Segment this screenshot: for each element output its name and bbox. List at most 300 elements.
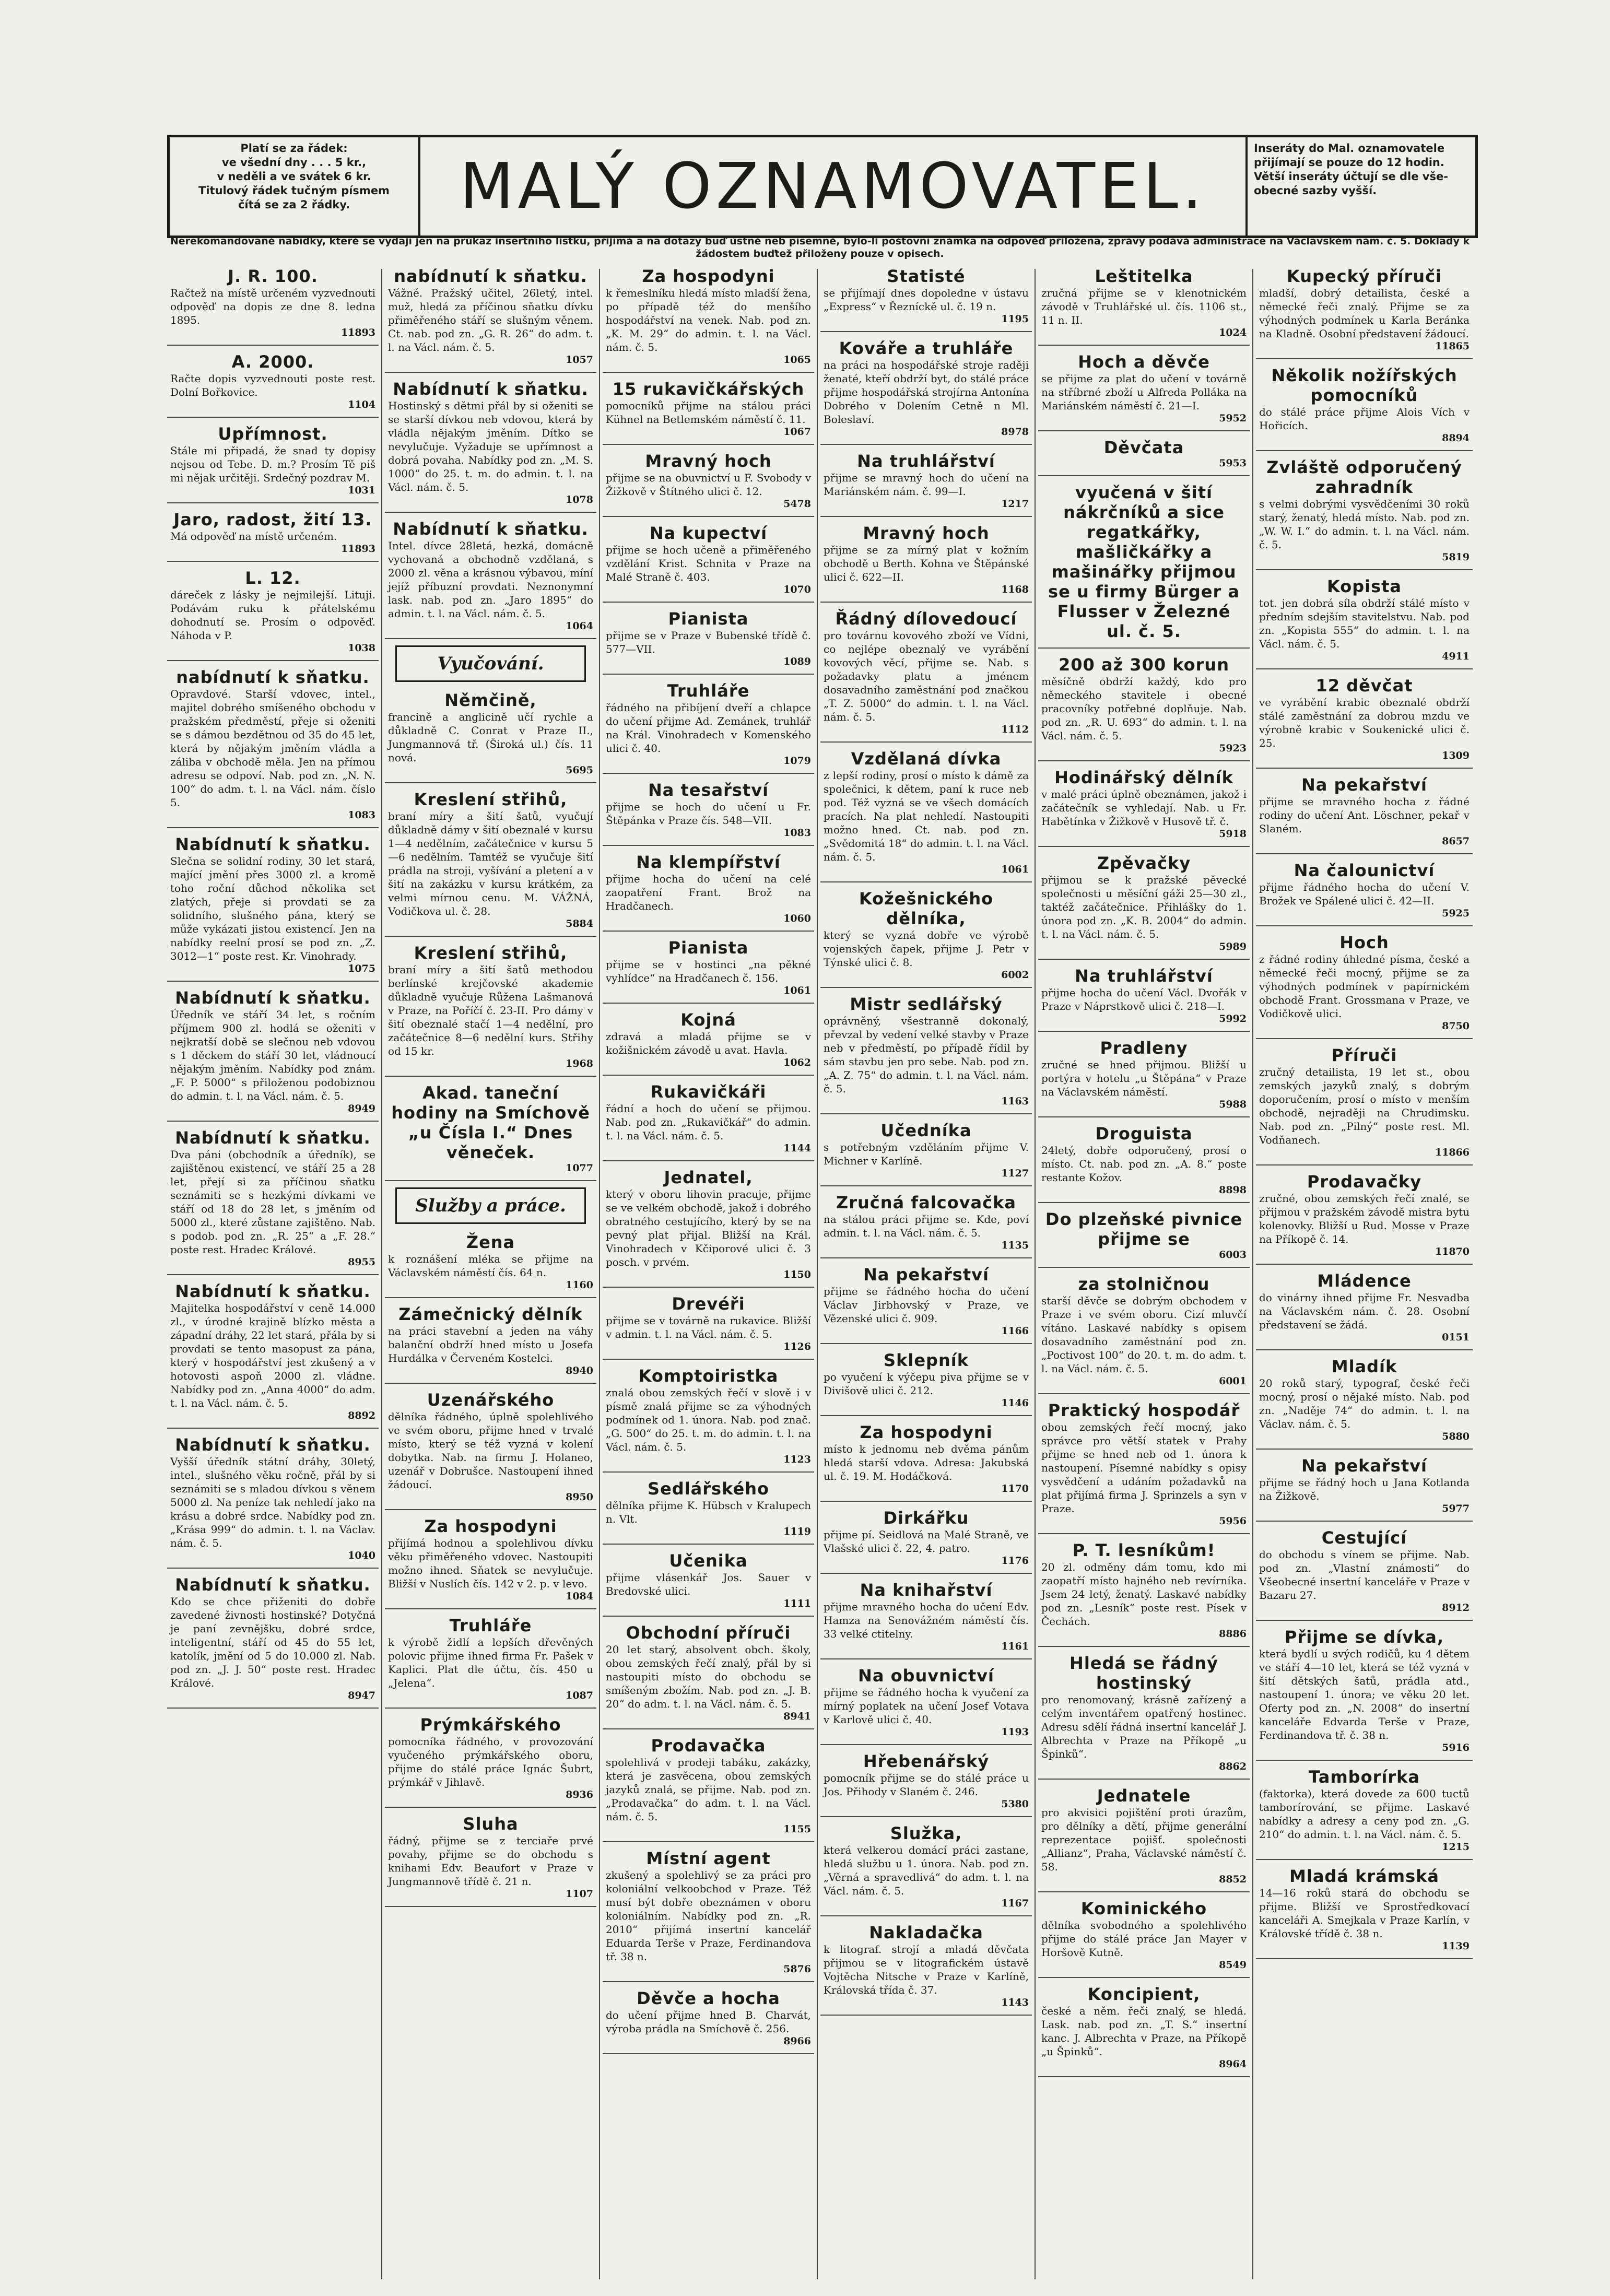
classified-ad <box>820 994 1032 1114</box>
classified-ad <box>1256 861 1473 926</box>
ad-heading: Příruči <box>1331 1045 1397 1065</box>
classified-ad <box>1256 1172 1473 1265</box>
ad-number: 1057 <box>566 354 593 366</box>
ad-text: na práci na hospodářské stroje raději ženaté, kteří obdrží byt, do stálé práce přijme hospodářská strojírna Antonína Dobrého v Dolením Cetně n Ml. Boleslaví. <box>824 359 1029 426</box>
ad-number: 8940 <box>566 1365 593 1376</box>
ad-text: braní míry a šití šatů methodou berlínské krejčovské akademie důkladně vyučuje Růžena Lašmanová v Praze, na Poříčí č. 23-II. Pro dámy v šití obeznalé stačí 1—4 nedělní, pro začátečnice 8—6 nedělní kurs. Střihy od 15 kr. <box>388 963 593 1057</box>
classified-ad <box>167 1281 379 1429</box>
ad-number: 1126 <box>783 1341 811 1352</box>
ad-text: přijme se v továrně na rukavice. Bližší v admin. t. l. na Václ. nám. č. 5. <box>606 1314 811 1340</box>
ad-text: Vážné. Pražský učitel, 26letý, intel. muž, hledá za příčinou sňatku dívku přiměřeného stáří se slušným věnem. Ct. nab. pod zn. „G. R. 26“ do adm. t. l. na Václ. nám. č. 5. <box>388 287 593 354</box>
ad-text: v malé práci úplně obeznámen, jakož i začátečník se vyhledají. Nab. u Fr. Habětínka v Žižkově v Husově tř. č. <box>1041 788 1247 828</box>
ad-number: 0151 <box>1442 1332 1470 1343</box>
classified-ad <box>820 1265 1032 1344</box>
ad-text: dáreček z lásky je nejmilejší. Lituji. Podávám ruku k přátelskému dohodnutí se. Prosím o odpověď. Náhoda v P. <box>170 588 375 642</box>
classified-ad <box>1256 1045 1473 1165</box>
ad-text: pomocník přijme se do stálé práce u Jos. Přihody v Slaném č. 246. <box>824 1772 1029 1798</box>
classified-ad <box>603 1551 814 1617</box>
classified-ad <box>820 451 1032 517</box>
ad-heading: Dirkářku <box>883 1508 969 1528</box>
classified-ad <box>385 266 596 373</box>
ad-heading: Nabídnutí k sňatku. <box>175 1435 371 1455</box>
ad-heading: Na pekařství <box>863 1265 989 1285</box>
ad-text: pomocníků přijme na stálou práci Kühnel na Betlemském náměstí č. 11. <box>606 399 811 426</box>
ad-text: 20 zl. odměny dám tomu, kdo mi zaopatří místo hajného neb revírníka. Jsem 24 letý, ženatý. Laskavé nabídky pod zn. „Lesník“ poste rest. Písek v Čechách. <box>1041 1561 1247 1628</box>
ad-heading: Zpěvačky <box>1097 853 1191 873</box>
ad-number: 1104 <box>348 399 375 410</box>
ad-number: 8936 <box>566 1789 593 1800</box>
ad-number: 1061 <box>1001 864 1029 875</box>
column-3 <box>603 266 814 2282</box>
ad-number: 5923 <box>1219 743 1247 754</box>
ad-heading: Na pekařství <box>1301 775 1427 795</box>
ad-text: mladší, dobrý detailista, české a německé řeči znalý. Přijme se za výhodných podmínek u Karla Beránka na Kladně. Osobní představení žádoucí. <box>1259 287 1470 340</box>
ad-text: pro akvisici pojištění proti úrazům, pro dělníky a dětí, přijme generální reprezentace pojišť. společnosti „Allianz“, Praha, Václavské náměstí č. 58. <box>1041 1806 1247 1873</box>
ad-text: spolehlivá v prodeji tabáku, zakázky, která je zasvěcena, obou zemských jazyků znalá, se přijme. Nab. pod zn. „Prodavačka“ do adm. t. l. na Václ. nám. č. 5. <box>606 1756 811 1823</box>
ad-text: přijme se v hostinci „na pěkné vyhlídce“ na Hradčanech č. 156. <box>606 958 811 984</box>
classified-ad <box>385 379 596 513</box>
ad-heading: Kreslení střihů, <box>414 790 568 809</box>
ad-number: 8892 <box>348 1410 375 1421</box>
ad-heading: Na čalounictví <box>1294 861 1435 880</box>
ad-heading: Kojná <box>680 1010 736 1030</box>
ad-text: přijme se mravný hoch do učení na Mariánském nám. č. 99—I. <box>824 472 1029 498</box>
ad-text: přijme se hoch učeně a přiměřeného vzdělání Krist. Schnita v Praze na Malé Straně č. 403. <box>606 544 811 583</box>
ad-text: z řádné rodiny úhledné písma, české a německé řeči mocný, přijme se za výhodných podmínek v papírnickém obchodě Frant. Grossmana v Praze, ve Vodičkově ulici. <box>1259 953 1470 1020</box>
classified-ad <box>603 609 814 675</box>
ad-number: 5380 <box>1001 1798 1029 1810</box>
ad-number: 5988 <box>1219 1099 1247 1110</box>
classified-ad <box>1256 457 1473 570</box>
ad-text: 14—16 roků stará do obchodu se přijme. Bližší ve Sprostředkovací kanceláři A. Smejkala v Praze Karlín, v Královské třídě č. 38 n. <box>1259 1887 1470 1940</box>
column-rule <box>817 269 818 2279</box>
ad-heading: Leštitelka <box>1095 266 1193 286</box>
ad-number: 1111 <box>783 1598 811 1609</box>
ad-text: francině a anglicině učí rychle a důkladně C. Conrat v Praze II., Jungmannová tř. (Široká ul.) čís. 11 nová. <box>388 711 593 764</box>
ad-heading: Mládence <box>1317 1271 1412 1291</box>
classified-ad <box>1256 1456 1473 1522</box>
ad-heading: Droguista <box>1095 1124 1193 1144</box>
ad-number: 8949 <box>348 1103 375 1114</box>
ad-text: který v oboru lihovin pracuje, přijme se ve velkém obchodě, jakož i dobrého obratného cestujícího, který by se na pevný plat přijal. Bližší na Král. Vinohradech v Kčiporové ulici č. 3 posch. v prvém. <box>606 1188 811 1268</box>
ad-text: na stálou práci přijme se. Kde, poví admin. t. l. na Václ. nám. č. 5. <box>824 1213 1029 1239</box>
classified-ad <box>167 266 379 346</box>
ad-heading: Kožešnického dělníka, <box>859 889 994 928</box>
ad-heading: Kominického <box>1080 1899 1207 1918</box>
ad-text: Má odpověď na místě určeném. <box>170 530 337 543</box>
ad-text: k výrobě židlí a lepších dřevěných polovic přijme ihned firma Fr. Pašek v Kaplici. Plat dle účtu, čís. 450 u „Jelena“. <box>388 1636 593 1689</box>
ad-text: Stále mi připadá, že snad ty dopisy nejsou od Tebe. D. m.? Prosím Tě piš mi nějak určitěji. Srdečný pozdrav M. <box>170 444 375 484</box>
ad-text: Opravdové. Starší vdovec, intel., majitel dobrého smíšeného obchodu v pražském předměstí, přeje si oženiti se s dámou bezdětnou od 35 do 45 let, která by nějakým jměním vládla a záliba v obchodě měla. Jen na přímou adresu se odpoví. Nab. pod zn. „N. N. 100“ do adm. t. l. na Václ. nám. číslo 5. <box>170 688 375 809</box>
ad-number: 5989 <box>1219 941 1247 952</box>
classified-ad <box>820 1121 1032 1186</box>
classified-ad <box>820 889 1032 988</box>
classified-ad <box>385 1814 596 1907</box>
ad-heading: Služka, <box>890 1823 962 1843</box>
classified-ad <box>385 790 596 937</box>
ad-number: 1968 <box>566 1058 593 1069</box>
column-6 <box>1256 266 1473 2282</box>
section-heading: Vyučování. <box>395 645 586 682</box>
ad-number: 1078 <box>566 494 593 505</box>
ad-heading: Nabídnutí k sňatku. <box>393 519 589 539</box>
ad-text: oprávněný, všestranně dokonalý, převzal by vedení velké stavby v Praze neb v předměstí, po případě řídil by sám stavbu jen pro sebe. Nab. pod zn. „A. Z. 75“ do admin. t. l. na Václ. nám. č. 5. <box>824 1015 1029 1095</box>
ad-text: po vyučení k výčepu piva přijme se v Divišově ulici č. 212. <box>824 1371 1029 1397</box>
ad-number: 6001 <box>1219 1375 1247 1387</box>
ad-text: Úředník ve stáří 34 let, s ročním příjmem 900 zl. hodlá se oženiti v nejkratší době se slečnou neb vdovou s 1 děckem do stáří 30 let, vládnoucí nějakým jměním. Nabídky pod znám. „F. P. 5000“ s přiloženou podobiznou do admin. t. l. na Václ. nám. č. 5. <box>170 1008 375 1102</box>
ad-heading: 200 až 300 korun <box>1059 655 1229 675</box>
ad-text: zručné se hned přijmou. Bližší u portýra v hotelu „u Štěpána“ v Praze na Václavském náměstí. <box>1041 1058 1247 1098</box>
ad-number: 1127 <box>1001 1168 1029 1179</box>
column-2 <box>385 266 596 2282</box>
ad-heading: Děvče a hocha <box>637 1988 780 2008</box>
masthead-deadline-box: Inseráty do Mal. oznamovatele přijímají se pouze do 12 hodin. Větší inseráty účtují se dle vše- obecné sazby vyšší. <box>1245 137 1475 236</box>
ad-number: 5478 <box>783 498 811 510</box>
classified-ad <box>1256 676 1473 769</box>
column-1 <box>167 266 379 2282</box>
ad-heading: Hodinářský dělník <box>1054 768 1233 787</box>
ad-text: 20 let starý, absolvent obch. školy, obou zemských řečí znalý, přál by si nastoupiti místo do obchodu se smíšeným zbožím. Nab. pod zn. „J. B. 20“ do adm. t. l. na Václ. nám. č. 5. <box>606 1643 811 1710</box>
ad-text: která velkerou domácí práci zastane, hledá službu u 1. února. Nab. pod zn. „Věrná a spravedlivá“ do adm. t. l. na Václ. nám. č. 5. <box>824 1844 1029 1897</box>
ad-heading: Učedníka <box>880 1121 972 1140</box>
ad-number: 1062 <box>783 1057 811 1068</box>
classified-ad <box>385 1083 596 1181</box>
classified-ad <box>1038 438 1250 476</box>
classified-ad <box>385 690 596 783</box>
ad-text: přijme se hoch do učení u Fr. Štěpánka v Praze čís. 548—VII. <box>606 800 811 827</box>
ad-text: z lepší rodiny, prosí o místo k dámě za společnici, k dětem, paní k ruce neb pod. Též vyzná se ve všech domácích pracích. Na plat nehledí. Nastoupiti možno hned. Ct. nab. pod zn. „Svědomitá 18“ do admin. t. l. na Václ. nám. č. 5. <box>824 769 1029 863</box>
section-heading: Služby a práce. <box>395 1187 586 1224</box>
classified-ad <box>167 1575 379 1709</box>
ad-text: Hostinský s dětmi přál by si oženiti se se starší dívkou neb vdovou, která by vládla nějakým jměním. Dítko se nevylučuje. Vyžaduje se upřímnost a dobrá povaha. Nabídky pod zn. „M. S. 1000“ do 25. t. m. do admin. t. l. na Václ. nám. č. 5. <box>388 399 593 493</box>
ad-number: 5977 <box>1442 1503 1470 1514</box>
ad-number: 1166 <box>1001 1325 1029 1337</box>
classified-ad <box>820 1823 1032 1916</box>
ad-heading: Nabídnutí k sňatku. <box>175 988 371 1008</box>
ad-number: 1215 <box>1442 1841 1470 1853</box>
ad-number: 1193 <box>1001 1726 1029 1738</box>
ad-text: přijmou se k pražské pěvecké společnosti u měsíční gáži 25—30 zl., taktéž začátečnice. Přihlášky do 1. února pod zn. „K. B. 2004“ do admin. t. l. na Václ. nám. č. 5. <box>1041 874 1247 940</box>
classified-ad <box>820 1350 1032 1416</box>
ad-heading: Kováře a truhláře <box>839 338 1014 358</box>
classified-ad <box>603 681 814 774</box>
ad-number: 8941 <box>783 1711 811 1722</box>
ad-number: 1079 <box>783 755 811 767</box>
ad-number: 5992 <box>1219 1013 1247 1025</box>
ad-text: přijme hocha do učení na celé zaopatření Frant. Brož na Hradčanech. <box>606 873 811 912</box>
ad-number: 5952 <box>1219 413 1247 424</box>
ad-heading: Jednatele <box>1097 1786 1191 1806</box>
ad-heading: Němčině, <box>444 690 537 710</box>
ad-heading: Pradleny <box>1100 1038 1188 1058</box>
ad-number: 8898 <box>1219 1184 1247 1196</box>
ad-heading: Nabídnutí k sňatku. <box>175 1281 371 1301</box>
ad-text: zkušený a spolehlivý se za práci pro koloniální velkoobchod v Praze. Též musí být dobře obeznámen v oboru koloniálním. Nabídky pod zn. „R. 2010“ přijímá insertní kancelář Eduarda Terše v Praze, Ferdinandova tř. 38 n. <box>606 1869 811 1963</box>
classified-ad <box>385 1715 596 1808</box>
classified-ad <box>603 1848 814 1982</box>
ad-text: přijme mravného hocha do učení Edv. Hamza na Senovážném náměstí čís. 33 velké ctitelny. <box>824 1600 1029 1640</box>
ad-number: 8964 <box>1219 2058 1247 2070</box>
ad-text: 24letý, dobře odporučený, prosí o místo. Ct. nab. pod zn. „A. 8.“ poste restante Kožov. <box>1041 1144 1247 1184</box>
classified-ad <box>820 1193 1032 1258</box>
ad-heading: Za hospodyni <box>424 1516 557 1536</box>
ad-number: 5695 <box>566 764 593 776</box>
ad-number: 1040 <box>348 1550 375 1561</box>
ad-number: 1139 <box>1442 1940 1470 1952</box>
ad-text: se přijme za plat do učení v továrně na stříbrné zboží u Alfreda Polláka na Mariánském náměstí č. 21—I. <box>1041 372 1247 412</box>
classified-ad <box>603 451 814 517</box>
ad-number: 8912 <box>1442 1602 1470 1614</box>
ad-text: řádného na přibíjení dveří a chlapce do učení přijme Ad. Zemánek, truhlář na Král. Vinohradech v Komenského ulici č. 40. <box>606 701 811 755</box>
classified-ad <box>167 352 379 418</box>
ad-heading: vyučená v šití nákrčníků a sice regatkářky, mašličkářky a mašinářky přijmou se u firmy Bürger a Flusser v Železné ul. č. 5. <box>1048 482 1240 641</box>
ad-number: 8862 <box>1219 1761 1247 1772</box>
ad-number: 8852 <box>1219 1874 1247 1885</box>
classified-ad <box>603 1736 814 1842</box>
ad-number: 11870 <box>1435 1246 1470 1257</box>
classified-ad <box>1038 1540 1250 1647</box>
ad-text: Slečna se solidní rodiny, 30 let stará, mající jmění přes 3000 zl. a kromě toho roční důchod několika set zlatých, přeje si provdati se za solidního, slušného pána, který se může vykázati jistou existencí. Jen na nabídky reelní prosí se pod zn. „Z. 3012—1“ poste rest. Kr. Vinohrady. <box>170 855 375 962</box>
ad-number: 8886 <box>1219 1628 1247 1640</box>
ad-number: 8978 <box>1001 426 1029 438</box>
ad-heading: Za hospodyni <box>642 266 775 286</box>
ad-heading: Hledá se řádný hostinský <box>1070 1653 1218 1693</box>
ad-text: přijme se mravného hocha z řádné rodiny do učení Ant. Löschner, pekař v Slaném. <box>1259 795 1470 835</box>
ad-number: 1176 <box>1001 1555 1029 1567</box>
classified-ad <box>820 609 1032 743</box>
ad-text: přijme se na obuvnictví u F. Svobody v Žižkově v Štítného ulici č. 12. <box>606 472 811 498</box>
ad-heading: 15 rukavičkářských <box>612 379 805 399</box>
ad-number: 1195 <box>1001 313 1029 325</box>
classified-ad <box>167 424 379 503</box>
ad-number: 1168 <box>1001 584 1029 595</box>
ad-text: Dva páni (obchodník a úředník), se zajištěnou existencí, ve stáří 25 a 28 let, přejí si za příčinou sňatku seznámiti se s hezkými dívkami ve stáří od 18 do 28 let, s jměním od 5000 zl., které zůstane zajištěno. Nab. s podob. pod zn. „R. 25“ a „F. 28.“ poste rest. Hradec Králové. <box>170 1148 375 1256</box>
ad-heading: Na truhlářství <box>1075 966 1213 986</box>
ad-number: 1155 <box>783 1823 811 1835</box>
ad-number: 1163 <box>1001 1096 1029 1107</box>
ad-number: 1065 <box>783 354 811 366</box>
ad-text: s velmi dobrými vysvědčeními 30 roků starý, ženatý, hledá místo. Nab. pod zn. „W. W. I.“ do admin. t. l. na Václ. nám. č. 5. <box>1259 498 1470 551</box>
ad-heading: Pianista <box>668 609 749 629</box>
ad-number: 1144 <box>783 1143 811 1154</box>
ad-text: přijímá hodnou a spolehlivou dívku věku přiměřeného vdovec. Nastoupiti možno ihned. Sňatek se nevylučuje. Bližší v Nuslích čís. 142 v 2. p. v levo. <box>388 1537 593 1590</box>
ad-number: 1077 <box>566 1162 593 1174</box>
ad-heading: Drevéři <box>672 1294 745 1314</box>
classified-ad <box>1038 1124 1250 1203</box>
ad-number: 1217 <box>1001 498 1029 510</box>
ad-heading: Na truhlářství <box>857 451 995 471</box>
classified-ad <box>385 1390 596 1510</box>
ad-heading: A. 2000. <box>231 352 314 372</box>
masthead-note: Nerekomandované nabídky, které se vydají jen na průkaz insertního lístku, přijímá a na dotazy buď ústně neb písemně, bylo-li poštovní známka na odpověď přiložena, zprávy podává administrace na Václavském nám. č. 5. Doklady k žádostem buďtež přiloženy pouze v opisech. <box>170 236 1470 260</box>
ad-heading: Rukavičkáři <box>650 1082 767 1102</box>
ad-heading: za stolničnou <box>1078 1274 1210 1294</box>
ad-number: 5956 <box>1219 1515 1247 1527</box>
classified-ad <box>1038 266 1250 346</box>
ad-heading: Na kupectví <box>649 523 768 543</box>
ad-heading: Obchodní příruči <box>626 1623 791 1643</box>
classified-ad <box>1038 768 1250 847</box>
ad-text: pro renomovaný, krásně zařízený a celým inventářem opatřený hostinec. Adresu sdělí řádná insertní kancelář J. Albrechta v Praze na Příkopě „u Špinků“. <box>1041 1693 1247 1760</box>
ad-number: 8894 <box>1442 432 1470 444</box>
ad-number: 8750 <box>1442 1020 1470 1032</box>
ad-number: 1309 <box>1442 750 1470 761</box>
ad-text: s potřebným vzděláním přijme V. Michner v Karlíně. <box>824 1141 1029 1167</box>
masthead <box>167 135 1478 238</box>
ad-text: zručné, obou zemských řečí znalé, se přijmou v pražském závodě mistra bytu kolenovky. Bližší u Rud. Mosse v Praze na Příkopě č. 14. <box>1259 1192 1470 1245</box>
classified-ad <box>820 1508 1032 1574</box>
classified-ad <box>1038 1274 1250 1394</box>
ad-text: tot. jen dobrá síla obdrží stálé místo v předním sdejším stavitelstvu. Nab. pod zn. „Kopista 555“ do admin. t. l. na Václ. nám. č. 5. <box>1259 597 1470 650</box>
ad-heading: Mladá krámská <box>1289 1866 1439 1886</box>
ad-number: 1123 <box>783 1454 811 1465</box>
classified-ad <box>603 780 814 846</box>
ad-heading: Upřímnost. <box>218 424 328 444</box>
ad-number: 1064 <box>566 620 593 632</box>
ad-heading: Jednatel, <box>664 1168 753 1187</box>
ad-heading: Na obuvnictví <box>858 1666 994 1686</box>
ad-text: Vyšší úředník státní dráhy, 30letý, intel., slušného věku ročně, přál by si seznámiti se s mladou dívkou s věnem 5000 zl. Na peníze tak nehledí jako na krásu a dobré srdce. Nabídky pod zn. „Krása 999“ do admin. t. l. na Václav. nám. č. 5. <box>170 1455 375 1549</box>
classified-ad <box>820 266 1032 332</box>
masthead-price-box: Platí se za řádek: ve všední dny . . . 5 kr., v neděli a ve svátek 6 kr. Titulový řádek tučným písmem čítá se za 2 řádky. <box>170 137 420 236</box>
ad-heading: Hřebenářský <box>863 1751 990 1771</box>
ad-heading: Pianista <box>668 938 749 958</box>
classified-ad <box>1256 933 1473 1039</box>
classified-ad <box>603 1479 814 1545</box>
ad-heading: Tamborírka <box>1309 1767 1420 1787</box>
ad-heading: Na pekařství <box>1301 1456 1427 1476</box>
ad-text: k řemeslníku hledá místo mladší žena, po případě též do menšího hospodářství na venek. Nab. pod zn. „K. M. 29“ do admin. t. l. na Václ. nám. č. 5. <box>606 287 811 354</box>
masthead-title: MALÝ OZNAMOVATEL. <box>460 150 1206 223</box>
ad-text: přijme hocha do učení Václ. Dvořák v Praze v Náprstkově ulici č. 218—I. <box>1041 986 1247 1012</box>
classified-ad <box>820 338 1032 445</box>
column-5 <box>1038 266 1250 2282</box>
classified-ad <box>167 667 379 828</box>
ad-text: Intel. dívce 28letá, hezká, domácně vychovaná a obchodně vzdělaná, s 2000 zl. věna a krásnou výbavou, míní jejíž příbuzní provdati. Neznonymní lask. nab. pod zn. „Jaro 1895“ do admin. t. l. na Václ. nám. č. 5. <box>388 539 593 620</box>
classified-ad <box>1256 266 1473 359</box>
classified-ad <box>1038 853 1250 960</box>
ad-number: 1083 <box>348 809 375 821</box>
ad-number: 11893 <box>340 543 375 555</box>
classified-ad <box>1038 482 1250 649</box>
classified-ad <box>820 1580 1032 1659</box>
ad-number: 1143 <box>1001 1997 1029 2008</box>
ad-heading: Do plzeňské pivnice přijme se <box>1045 1209 1243 1249</box>
ad-heading: nabídnutí k sňatku. <box>176 667 370 687</box>
classified-ad <box>1256 1767 1473 1860</box>
column-4 <box>820 266 1032 2282</box>
ad-heading: Kreslení střihů, <box>414 943 568 963</box>
classified-ad <box>1038 1786 1250 1892</box>
classified-ad <box>1256 1271 1473 1350</box>
classified-ad <box>1038 1038 1250 1117</box>
ad-text: Kdo se chce přiženiti do dobře zavedené živnosti hostinské? Dotyčná je paní zevnějšku, dobré srdce, inteligentní, stáří od 45 do 55 let, katolík, jmění od 5 do 10.000 zl. Nab. pod zn. „J. J. 50“ poste rest. Hradec Králové. <box>170 1595 375 1689</box>
ad-text: braní míry a šití šatů, vyučují důkladně dámy v šití obeznalé v kursu 1—4 nedělním, začátečnice v kursu 5—6 nedělním. Tamtéž se vyučuje šití prádla na stroji, vyšívání a pletení a v šití na zakázku v kursu krátkém, za velmi mírnou cenu. M. VÁŽNÁ, Vodičkova ul. č. 28. <box>388 810 593 917</box>
ad-text: 20 roků starý, typograf, české řeči mocný, prosí o nějaké místo. Nab. pod zn. „Naděje 74“ do admin. t. l. na Václav. nám. č. 5. <box>1259 1377 1470 1430</box>
ad-text: přijme se v Praze v Bubenské třídě č. 577—VII. <box>606 629 811 655</box>
ad-heading: Vzdělaná dívka <box>851 749 1002 769</box>
classified-ad <box>167 834 379 982</box>
classified-ad <box>1038 966 1250 1032</box>
classified-ad <box>1038 1984 1250 2077</box>
ad-number: 1135 <box>1001 1240 1029 1251</box>
ad-number: 8947 <box>348 1690 375 1701</box>
ad-number: 8657 <box>1442 835 1470 847</box>
ad-number: 1167 <box>1001 1898 1029 1909</box>
classified-ad <box>385 1232 596 1298</box>
ad-text: do obchodu s vínem se přijme. Nab. pod zn. „Vlastní známosti“ do Všeobecné insertní kanceláře v Praze v Bazaru 27. <box>1259 1548 1470 1602</box>
ad-number: 1075 <box>348 963 375 974</box>
classified-ad <box>820 1923 1032 2016</box>
ad-heading: Truhláře <box>667 681 750 701</box>
classified-ad <box>167 1128 379 1275</box>
ad-text: dělníka řádného, úplně spolehlivého ve svém oboru, přijme hned v trvalé místo, který se též vyzná v kolení dobytka. Nab. na firmu J. Holaneo, uzenář v Dobrušce. Nastoupení ihned žádoucí. <box>388 1410 593 1491</box>
ad-heading: J. R. 100. <box>228 266 318 286</box>
classified-ad <box>603 938 814 1004</box>
ad-heading: L. 12. <box>245 568 301 588</box>
ad-heading: Koncipient, <box>1087 1984 1201 2004</box>
ad-text: k litograf. strojí a mladá děvčata přijmou se v litografickém ústavě Vojtěcha Nitsche v Praze v Karlíně, Královská třída č. 37. <box>824 1943 1029 1996</box>
ad-number: 11866 <box>1435 1147 1470 1158</box>
ad-heading: Statisté <box>887 266 966 286</box>
ad-heading: Hoch <box>1339 933 1389 952</box>
classified-ad <box>1256 1357 1473 1450</box>
ad-number: 6003 <box>1219 1249 1247 1261</box>
ad-number: 1161 <box>1001 1641 1029 1652</box>
ad-text: Račtež na místě určeném vyzvednouti odpověď na dopis ze dne 8. ledna 1895. <box>170 287 375 326</box>
ad-text: do stálé práce přijme Alois Vích v Hořicích. <box>1259 406 1470 432</box>
ad-heading: Kopista <box>1326 576 1402 596</box>
ad-text: místo k jednomu neb dvěma pánům hledá starší vdova. Adresa: Jakubská ul. č. 19. M. Hodáčková. <box>824 1443 1029 1482</box>
ad-heading: Děvčata <box>1103 438 1184 457</box>
ad-text: obou zemských řečí mocný, jako správce pro větší statek v Prahy přijme se hned neb od 1. února k nastoupení. Písemné nabídky s opisy vysvědčení a udáním požadavků na plat přijímá firma J. Sprinzels a syn v Praze. <box>1041 1421 1247 1515</box>
ad-heading: Několik nožířských pomocníků <box>1271 366 1458 405</box>
classified-ad <box>385 519 596 639</box>
ad-heading: Mistr sedlářský <box>850 994 1003 1014</box>
ad-heading: 12 děvčat <box>1315 676 1413 696</box>
ad-number: 1119 <box>783 1526 811 1537</box>
ad-heading: Mravný hoch <box>645 451 772 471</box>
ad-heading: Sluha <box>463 1814 519 1834</box>
ad-heading: Zručná falcovačka <box>836 1193 1016 1212</box>
ad-heading: Praktický hospodář <box>1048 1400 1240 1420</box>
ad-text: pomocníka řádného, v provozování vyučeného prýmkářského oboru, přijme do stálé práce Ignác Šubrt, prýmkář v Jihlavě. <box>388 1735 593 1788</box>
classified-ad <box>603 852 814 932</box>
ad-text: řádný, přijme se z terciaře prvé povahy, přijme se do obchodu s knihami Edv. Beaufort v Praze v Jungmannově třídě č. 21 n. <box>388 1834 593 1888</box>
ad-text: do učení přijme hned B. Charvát, výroba prádla na Smíchově č. 256. <box>606 2009 811 2035</box>
ad-number: 8549 <box>1219 1959 1247 1971</box>
ad-number: 1170 <box>1001 1483 1029 1494</box>
ad-number: 1146 <box>1001 1397 1029 1409</box>
ad-heading: Akad. taneční hodiny na Smíchově „u Čísla I.“ Dnes věneček. <box>391 1083 590 1162</box>
ad-text: na práci stavební a jeden na váhy balanční obdrží hned místo u Josefa Hurdálka v Červeném Kostelci. <box>388 1325 593 1364</box>
classified-ad <box>385 1516 596 1609</box>
ad-number: 5925 <box>1442 908 1470 919</box>
ad-number: 8966 <box>783 2035 811 2047</box>
ad-text: ve vyrábění krabic obeznalé obdrží stálé zaměstnání za dobrou mzdu ve výrobně krabic v Soukenické ulici č. 25. <box>1259 696 1470 749</box>
ad-heading: Učenika <box>669 1551 748 1571</box>
ad-heading: Uzenářského <box>427 1390 555 1410</box>
ad-number: 5916 <box>1442 1742 1470 1753</box>
classified-ad <box>603 379 814 445</box>
ad-heading: Nabídnutí k sňatku. <box>175 1575 371 1595</box>
classified-ad <box>1038 1653 1250 1780</box>
classified-ad <box>603 523 814 603</box>
classified-ad <box>1038 1209 1250 1268</box>
classified-ad <box>603 1082 814 1161</box>
ad-text: přijme řádného hocha do učení V. Brožek ve Spálené ulici č. 42—II. <box>1259 881 1470 907</box>
ad-heading: Hoch a děvče <box>1078 352 1210 372</box>
